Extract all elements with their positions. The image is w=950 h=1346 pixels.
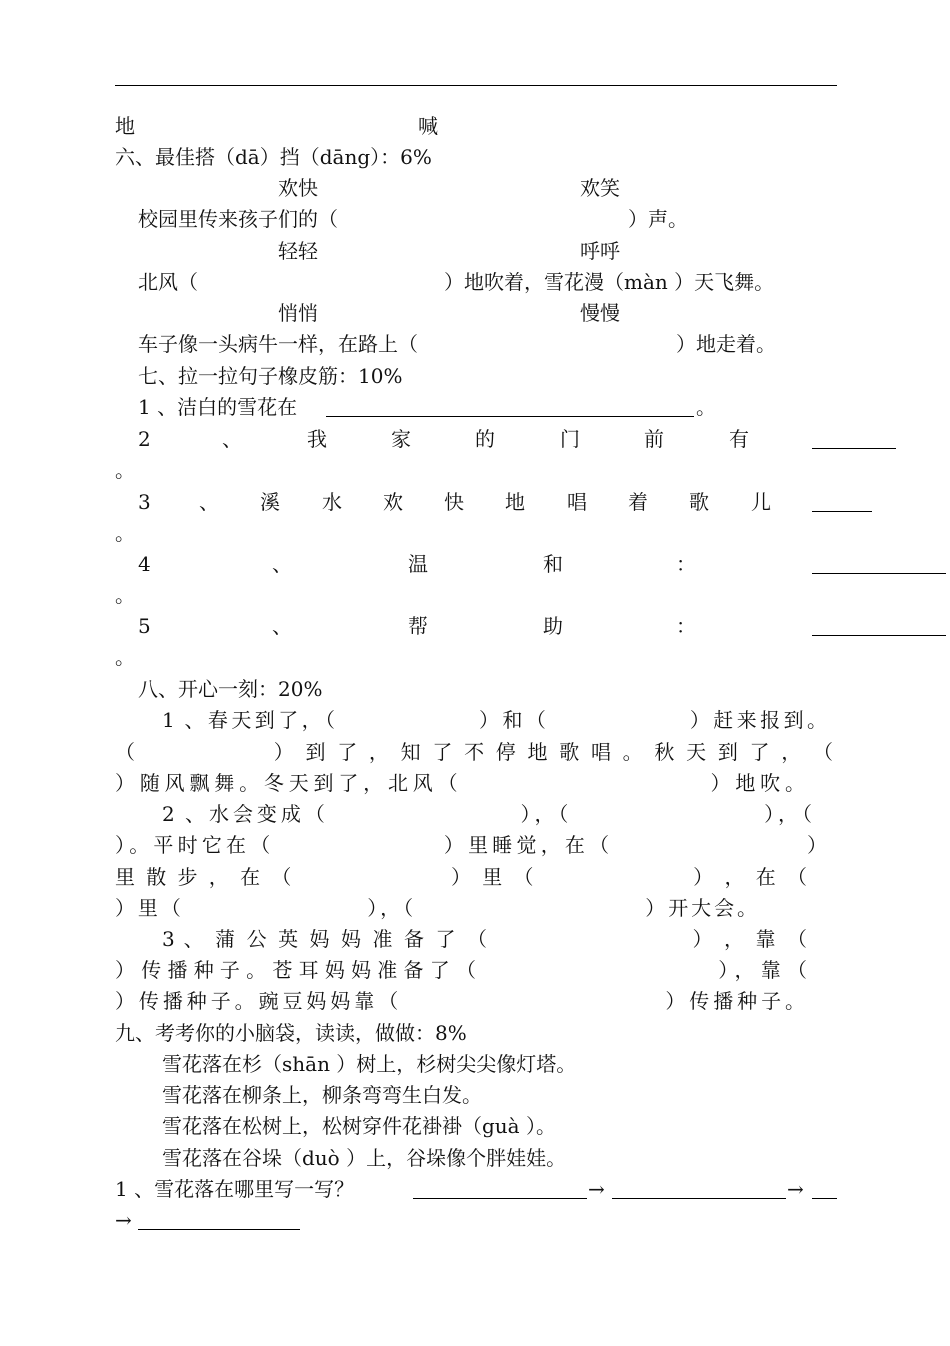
sentence-end: ）地走着。 xyxy=(676,332,776,356)
q3-char: 、 xyxy=(199,490,219,514)
q5-end: 。 xyxy=(115,645,135,669)
answer-blank[interactable] xyxy=(812,511,872,512)
q3-char: 快 xyxy=(444,490,464,514)
q5-char: 5 xyxy=(138,614,151,638)
sec8-line: ）里（ ），（ ）开大会。 xyxy=(115,896,757,920)
sentence-start: 车子像一头病牛一样，在路上（ xyxy=(138,332,418,356)
poem-line: 雪花落在柳条上，柳条弯弯生白发。 xyxy=(162,1083,482,1107)
poem-line: 雪花落在谷垛（duò ）上，谷垛像个胖娃娃。 xyxy=(162,1146,567,1170)
q3-char: 儿 xyxy=(751,490,771,514)
arrow-icon: → xyxy=(588,1177,605,1201)
poem-line: 雪花落在松树上，松树穿件花褂褂（guà ）。 xyxy=(162,1114,556,1138)
choice-word: 悄悄 xyxy=(278,301,318,325)
section-9-heading: 九、考考你的小脑袋，读读，做做：8% xyxy=(115,1021,467,1045)
sentence-end: ）声。 xyxy=(628,207,688,231)
section-8-heading: 八、开心一刻：20% xyxy=(138,677,323,701)
q4-char: 温 xyxy=(408,552,428,576)
sentence-start: 校园里传来孩子们的（ xyxy=(138,207,338,231)
choice-word: 欢笑 xyxy=(580,176,620,200)
top-rule xyxy=(115,85,837,86)
choice-word: 慢慢 xyxy=(580,301,620,325)
answer-blank[interactable] xyxy=(612,1198,786,1199)
q1-end: 。 xyxy=(696,395,716,419)
q3-char: 歌 xyxy=(689,490,709,514)
answer-blank[interactable] xyxy=(812,635,946,636)
sec8-line: 1 、春天到了，（ ）和（ ）赶来报到。 xyxy=(162,708,827,732)
answer-blank[interactable] xyxy=(812,573,946,574)
q5-char: 、 xyxy=(272,614,292,638)
q2-char: 的 xyxy=(475,427,495,451)
section-6-heading: 六、最佳搭（dā）挡（dāng）：6% xyxy=(115,145,432,169)
sec8-line: ）传播种子。苍耳妈妈准备了（ ），靠（ xyxy=(115,958,807,982)
q3-char: 欢 xyxy=(383,490,403,514)
sec9-q1-prompt: 1 、雪花落在哪里写一写？ xyxy=(115,1177,355,1201)
q4-end: 。 xyxy=(115,583,135,607)
q2-end: 。 xyxy=(115,458,135,482)
q2-char: 、 xyxy=(222,427,242,451)
q4-char: ： xyxy=(676,552,696,576)
arrow-icon: → xyxy=(787,1177,804,1201)
sec5-word-b: 喊 xyxy=(418,114,438,138)
q1-prompt: 1 、洁白的雪花在 xyxy=(138,395,298,419)
q3-end: 。 xyxy=(115,521,135,545)
arrow-icon: → xyxy=(115,1208,132,1232)
choice-word: 呼呼 xyxy=(580,239,620,263)
choice-word: 欢快 xyxy=(278,176,318,200)
q5-char: 助 xyxy=(543,614,563,638)
poem-line: 雪花落在杉（shān ）树上，杉树尖尖像灯塔。 xyxy=(162,1052,577,1076)
q2-char: 我 xyxy=(307,427,327,451)
q3-char: 水 xyxy=(322,490,342,514)
q3-char: 溪 xyxy=(260,490,280,514)
q3-char: 地 xyxy=(505,490,525,514)
q3-char: 着 xyxy=(628,490,648,514)
sec8-line: 里 散 步 ， 在 （ ） 里 （ ） ， 在 （ xyxy=(115,865,807,889)
sentence-start: 北风（ xyxy=(138,270,198,294)
q2-char: 2 xyxy=(138,427,151,451)
q3-char: 3 xyxy=(138,490,151,514)
answer-blank[interactable] xyxy=(326,416,694,417)
sec8-line: ）传播种子。豌豆妈妈靠（ ）传播种子。 xyxy=(115,989,805,1013)
section-7-heading: 七、拉一拉句子橡皮筋：10% xyxy=(138,364,403,388)
answer-blank[interactable] xyxy=(413,1198,587,1199)
q4-char: 和 xyxy=(543,552,563,576)
q4-char: 、 xyxy=(272,552,292,576)
sec5-word-a: 地 xyxy=(115,114,135,138)
answer-blank[interactable] xyxy=(138,1229,300,1230)
q4-char: 4 xyxy=(138,552,151,576)
q5-char: 帮 xyxy=(408,614,428,638)
choice-word: 轻轻 xyxy=(278,239,318,263)
q2-char: 有 xyxy=(729,427,749,451)
answer-blank[interactable] xyxy=(812,1198,837,1199)
q2-char: 家 xyxy=(391,427,411,451)
q2-char: 门 xyxy=(560,427,580,451)
q2-char: 前 xyxy=(644,427,664,451)
sentence-end: ）地吹着，雪花漫（màn ）天飞舞。 xyxy=(444,270,775,294)
sec8-line: ）随风飘舞。冬天到了，北风（ ）地吹。 xyxy=(115,771,805,795)
sec8-line: （ ） 到 了 ， 知 了 不 停 地 歌 唱 。 秋 天 到 了 ， （ xyxy=(115,740,833,764)
q5-char: ： xyxy=(676,614,696,638)
sec8-line: ）。平时它在（ ）里睡觉，在（ ） xyxy=(115,833,827,857)
q3-char: 唱 xyxy=(567,490,587,514)
answer-blank[interactable] xyxy=(812,448,896,449)
sec8-line: 3 、 蒲 公 英 妈 妈 准 备 了 （ ） ， 靠 （ xyxy=(162,927,807,951)
sec8-line: 2 、水会变成（ ），（ ），（ xyxy=(162,802,812,826)
